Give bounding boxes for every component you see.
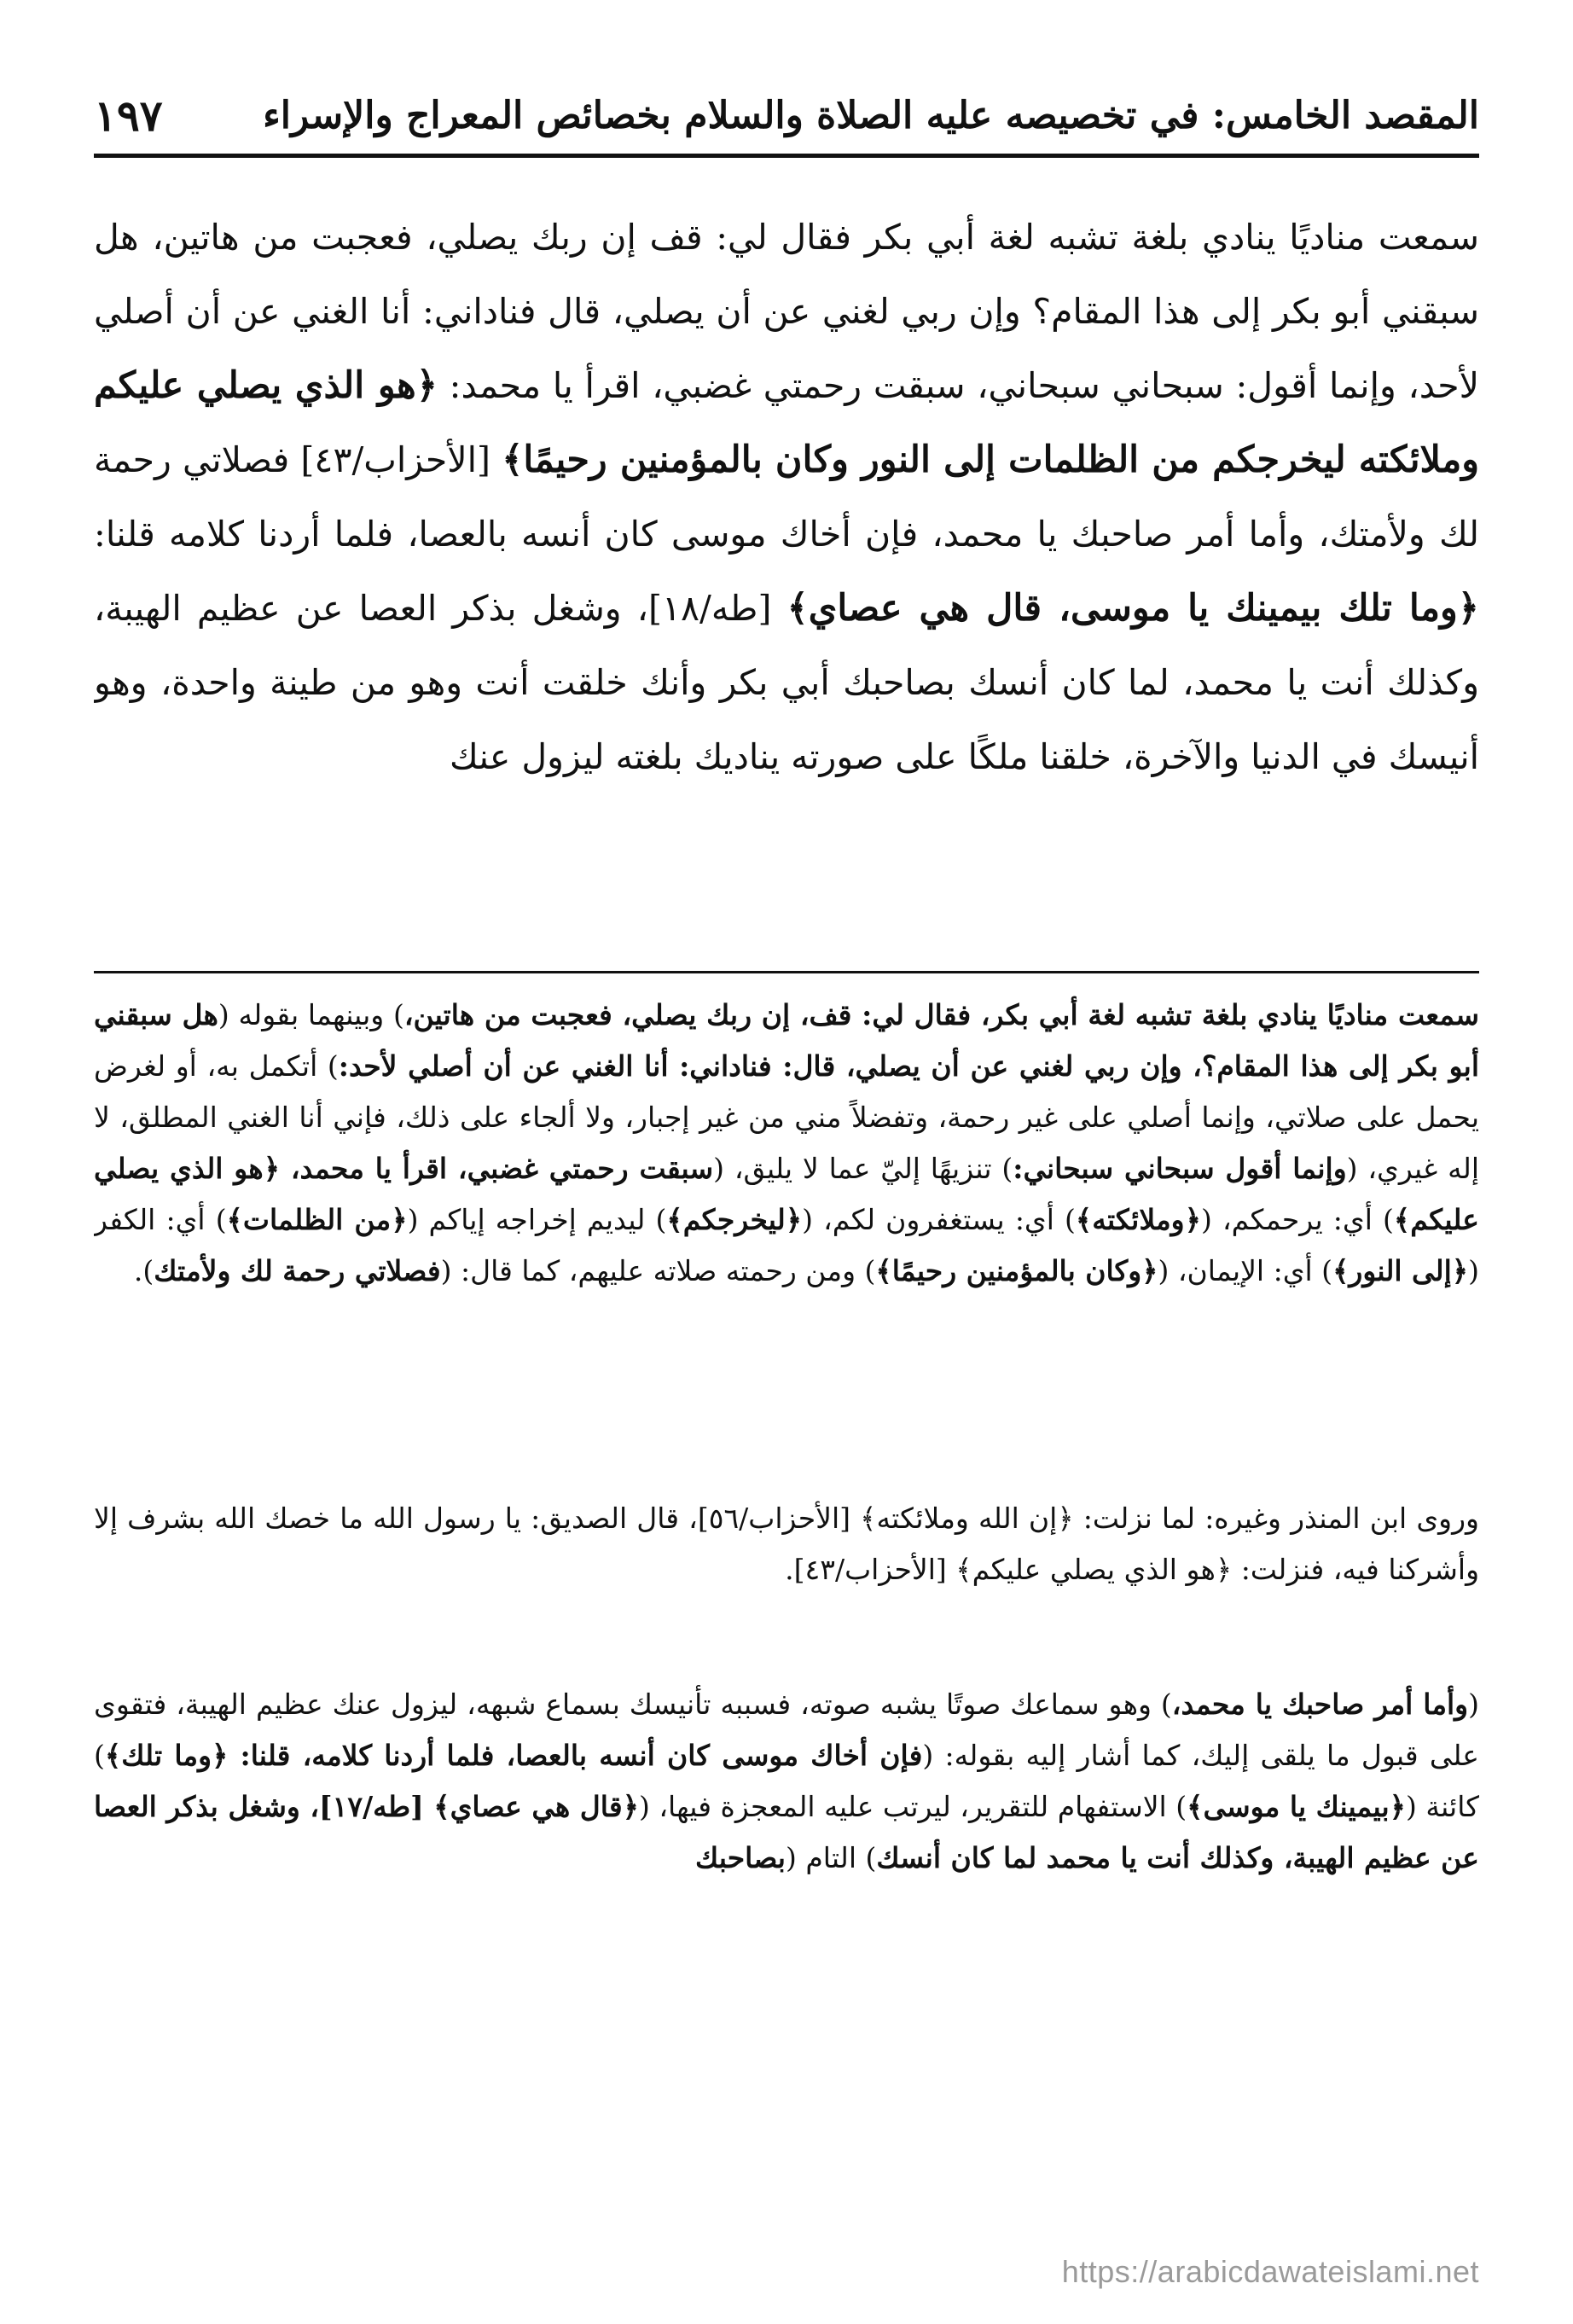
main-text-segment: سمعت مناديًا ينادي بلغة تشبه لغة أبي بكر فقال لي: قف إن ربك يصلي، فعجبت من هاتين، هل سبقني أبو بكر إلى هذا المقام؟ وإن ربي لغني عن أن يصلي، قال فناداني: أنا الغني عن أن أصلي لأحد، وإنما أقول: سبحاني سبحاني، سبقت رحمتي غضبي، اقرأ يا محمد: — [94, 217, 1479, 406]
commentary-text: وروى ابن المنذر وغيره: لما نزلت: — [1073, 1502, 1479, 1535]
commentary-text: ( — [1468, 1688, 1479, 1721]
commentary-quote: ﴿وكان بالمؤمنين رحيمًا﴾ — [875, 1254, 1158, 1287]
commentary-verse: ﴿إن الله وملائكته﴾ — [860, 1502, 1074, 1535]
commentary-text: ) أي: الإيمان، ( — [1158, 1254, 1333, 1287]
quran-verse: ﴿وما تلك بيمينك يا موسى، قال هي عصاي﴾ — [786, 587, 1479, 630]
page-header — [94, 85, 1479, 145]
commentary-text: ) التام ( — [786, 1841, 877, 1874]
commentary-text: [الأحزاب/٤٣]. — [785, 1553, 956, 1586]
commentary-quote: ﴿ليخرجكم﴾ — [666, 1203, 803, 1236]
main-text-segment: [الأحزاب/٤٣] فصلاتي رحمة لك ولأمتك، وأما أمر صاحبك يا محمد، فإن أخاك موسى كان أنسه بالعصا، فلما أردنا كلامه قلنا: — [94, 439, 1479, 555]
commentary-quote: ﴿بيمينك يا موسى﴾ — [1187, 1790, 1406, 1823]
commentary-text: ) أي: يستغفرون لكم، ( — [802, 1203, 1076, 1236]
quran-verse: ﴿هو الذي يصلي عليكم وملائكته ليخرجكم من الظلمات إلى النور وكان بالمؤمنين رحيمًا﴾ — [94, 364, 1479, 481]
commentary-paragraph — [94, 990, 1479, 1467]
main-text-segment: [طه/١٨]، وشغل بذكر العصا عن عظيم الهيبة، وكذلك أنت يا محمد، لما كان أنسك بصاحبك أبي بكر وأنك خلقت أنت وهو من طينة واحدة، وهو أنيسك في الدنيا والآخرة، خلقنا ملكًا على صورته يناديك بلغته ليزول عنك — [94, 588, 1479, 777]
commentary-quote: فإن أخاك موسى كان أنسه بالعصا، فلما أردنا كلامه، قلنا: ﴿وما تلك﴾ — [104, 1739, 923, 1772]
commentary-quote: وإنما أقول سبحاني سبحاني: — [1013, 1152, 1347, 1185]
commentary-quote: هل سبقني أبو بكر إلى هذا المقام؟، وإن ربي لغني عن أن يصلي، قال: فناداني: أنا الغني عن أن أصلي لأحد: — [94, 998, 1479, 1083]
commentary-text: ) كائنة ( — [94, 1739, 1479, 1823]
commentary-quote: سمعت مناديًا ينادي بلغة تشبه لغة أبي بكر، فقال لي: قف، إن ربك يصلي، فعجبت من هاتين، — [403, 998, 1479, 1031]
commentary-quote: بصاحبك — [694, 1841, 786, 1874]
header-rule — [94, 154, 1479, 158]
running-title: المقصد الخامس: في تخصيصه عليه الصلاة والسلام بخصائص المعراج والإسراء — [263, 93, 1479, 137]
commentary-verse: ﴿هو الذي يصلي عليكم﴾ — [955, 1553, 1233, 1586]
commentary-text: ) أي: الكفر ( — [94, 1203, 1479, 1287]
commentary-quote: ﴿وملائكته﴾ — [1075, 1203, 1201, 1236]
commentary-text: ) تنزيهًا إليّ عما لا يليق، ( — [713, 1152, 1013, 1185]
commentary-text: ) وهو سماعك صوتًا يشبه صوته، فسببه تأنيسك بسماع شبهه، ليزول عنك عظيم الهيبة، فتقوى على قبول ما يلقى إليك، كما أشار إليه بقوله: ( — [94, 1688, 1479, 1772]
commentary-text: [الأحزاب/٥٦]، قال الصديق: يا رسول الله ما خصك الله بشرف إلا وأشركنا فيه، فنزلت: — [94, 1502, 1479, 1586]
commentary-text: ) وبينهما بقوله ( — [218, 998, 404, 1031]
commentary-quote: [طه/١٧]، وشغل بذكر العصا عن عظيم الهيبة، وكذلك أنت يا محمد لما كان أنسك — [94, 1790, 1479, 1874]
commentary-paragraph — [94, 1493, 1479, 1653]
watermark-url: https://arabicdawateislami.net — [1061, 2254, 1479, 2289]
commentary-paragraph — [94, 1679, 1479, 1943]
page-number: ١٩٧ — [94, 90, 163, 141]
commentary-quote: سبقت رحمتي غضبي، اقرأ يا محمد، ﴿هو الذي يصلي عليكم﴾ — [94, 1152, 1479, 1236]
commentary-quote: ﴿إلى النور﴾ — [1332, 1254, 1469, 1287]
commentary-quote: ﴿قال هي عصاي﴾ — [433, 1790, 639, 1823]
commentary-text: ) الاستفهام للتقرير، ليرتب عليه المعجزة فيها، ( — [638, 1790, 1187, 1823]
main-text-block — [94, 200, 1479, 943]
commentary-quote: ﴿من الظلمات﴾ — [226, 1203, 408, 1236]
footnote-separator — [94, 971, 1479, 973]
commentary-quote: فصلاتي رحمة لك ولأمتك — [154, 1254, 441, 1287]
commentary-text: ). — [133, 1254, 154, 1287]
commentary-text: ) ومن رحمته صلاته عليهم، كما قال: ( — [440, 1254, 876, 1287]
commentary-text: ) أتكمل به، أو لغرض يحمل على صلاتي، وإنما أصلي على غير رحمة، وتفضلاً مني من غير إجبار، ولا ألجاء على ذلك، فإني أنا الغني المطلق، لا إله غيري، ( — [94, 1049, 1479, 1185]
commentary-text: ) ليديم إخراجه إياكم ( — [407, 1203, 667, 1236]
commentary-text: ) أي: يرحمكم، ( — [1200, 1203, 1394, 1236]
commentary-quote: وأما أمر صاحبك يا محمد، — [1171, 1688, 1469, 1721]
commentary-block — [94, 990, 1479, 1969]
